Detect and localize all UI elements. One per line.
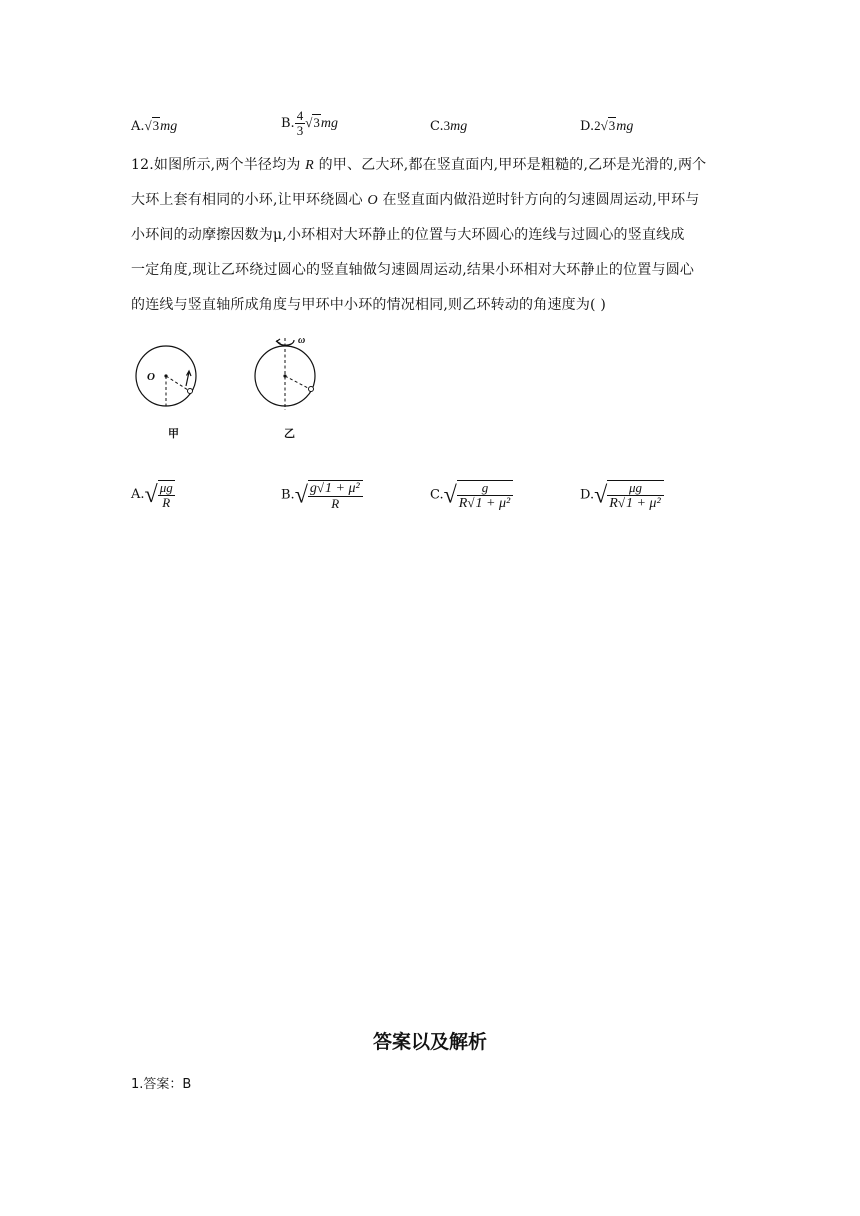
question-line-2: 大环上套有相同的小环,让甲环绕圆心 O 在竖直面内做沿逆时针方向的匀速圆周运动,甲环与: [131, 192, 700, 208]
question-line-4: 一定角度,现让乙环绕过圆心的竖直轴做匀速圆周运动,结果小环相对大环静止的位置与圆心: [131, 262, 695, 278]
ring-jia-small-ring: [188, 389, 193, 394]
ring-jia-radius-line: [166, 376, 188, 390]
answer-1: 1.答案：B: [131, 1077, 192, 1092]
ring-jia-figure: [136, 346, 196, 408]
ring-yi-small-ring: [309, 387, 314, 392]
ring-jia-center-label: O: [147, 371, 155, 383]
ring-yi-radius-line: [285, 376, 308, 388]
question-line-1: 12.如图所示,两个半径均为 R 的甲、乙大环,都在竖直面内,甲环是粗糙的,乙环是光滑的,两个: [131, 157, 707, 173]
option-d: D.√ $\frac{\mu g}{\text{R√1 + μ²}}$: [580, 480, 664, 511]
answers-heading: 答案以及解析: [372, 1031, 487, 1053]
ring-yi-center-dot: [283, 374, 286, 377]
prev-option-b: B. $\frac{4}{3}$ √3mg: [281, 108, 338, 138]
ring-yi-figure: [255, 338, 315, 410]
ring-figures: [130, 338, 330, 418]
figure-caption-yi: 乙: [284, 427, 295, 440]
prev-option-a: A.√3mg: [131, 118, 178, 134]
question-line-3: 小环间的动摩擦因数为μ,小环相对大环静止的位置与大环圆心的连线与过圆心的竖直线成: [131, 227, 685, 243]
ring-yi-omega-label: ω: [298, 338, 306, 346]
option-c: C.√ $\frac{g}{\text{R√1 + μ²}}$: [430, 480, 513, 511]
figure-caption-jia: 甲: [168, 427, 179, 440]
question-line-5: 的连线与竖直轴所成角度与甲环中小环的情况相同,则乙环转动的角速度为( ): [131, 297, 607, 313]
prev-option-c: C.3mg: [430, 118, 468, 134]
ring-yi-rotation-arrow-head: [277, 339, 281, 344]
option-b: B.√ $\frac{\text{g√1 + μ²}}{R}$: [281, 480, 363, 511]
option-a: A.√ $\frac{\mu g}{R}$: [131, 480, 173, 510]
prev-option-d: D.2√3mg: [580, 118, 634, 134]
ring-jia-center-dot: [164, 374, 167, 377]
